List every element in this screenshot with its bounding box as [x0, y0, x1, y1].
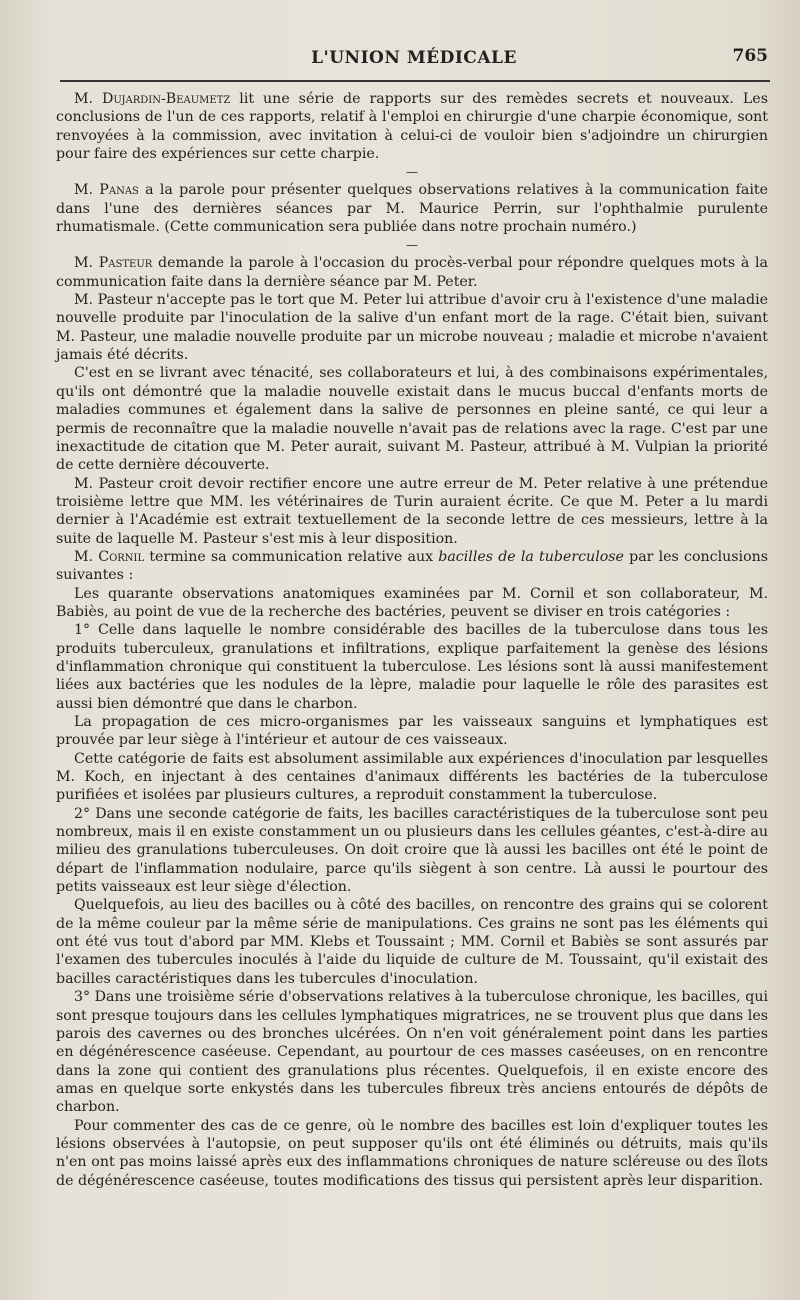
speaker-prefix: M.	[74, 91, 102, 107]
paragraph-text: lit une série de rapports sur des remèdes secrets et nouveaux. Les conclusions de l'un de ces rapports, relatif à l'emploi en chirurgie d'une charpie économique, sont renvoyées à la commission, avec invitation à celui-ci de vouloir bien s'adjoindre un chirurgien pour faire des expériences sur cette charpie.	[56, 91, 768, 163]
paragraph-panas	[56, 181, 768, 236]
section-separator: —	[406, 238, 418, 253]
speaker-name: Dujardin-Beaumetz	[102, 91, 231, 107]
speaker-prefix: M.	[74, 182, 100, 199]
paragraph-text: demande la parole à l'occasion du procès-verbal pour répondre quelques mots à la communication faite dans la dernière séance par M. Peter.	[56, 255, 769, 290]
page-number: 765	[732, 46, 768, 66]
paragraph-text: par les conclusions suivantes :	[56, 548, 769, 584]
paragraph: C'est en se livrant avec ténacité, ses collaborateurs et lui, à des combinaisons expérimentales, qu'ils ont démontré que la maladie nouvelle existait dans le mucus buccal d'enfants morts de maladies communes et également dans la salive de personnes en pleine santé, ce qui leur a permis de reconnaître que la maladie nouvelle n'avait pas de relations avec la rage. C'est par une inexactitude de citation que M. Peter aurait, suivant M. Pasteur, attribué à M. Vulpian la priorité de cette dernière découverte.	[56, 365, 768, 474]
paragraph: 3° Dans une troisième série d'observations relatives à la tuberculose chronique, les bacilles, qui sont presque toujours dans les cellules lymphatiques migratrices, ne se trouvent plus que dans les parois des cavernes ou des bronches ulcérées. On n'en voit généralement point dans les parties en dégénérescence caséeuse. Cependant, au pourtour de ces masses caséeuses, on en rencontre dans la zone qui contient des granulations plus récentes. Quelquefois, il en existe encore des amas en quelque sorte enkystés dans les tubercules fibreux très anciens entourés de dépôts de charbon.	[56, 989, 768, 1116]
paragraph: 2° Dans une seconde catégorie de faits, les bacilles caractéristiques de la tuberculose sont peu nombreux, mais il en existe constamment un ou plusieurs dans les cellules géantes, c'est-à-dire au milieu des granulations tuberculeuses. On doit croire que là aussi les bacilles ont été le point de départ de l'inflammation nodulaire, parce qu'ils siègent à son centre. Là aussi le pourtour des petits vaisseaux est leur siège d'élection.	[56, 805, 768, 896]
paragraph: 1° Celle dans laquelle le nombre considérable des bacilles de la tuberculose dans tous les produits tuberculeux, granulations et infiltrations, explique parfaitement la genèse des lésions d'inflammation chronique qui constituent la tuberculose. Les lésions sont là aussi manifestement liées aux bactéries que les nodules de la lèpre, maladie pour laquelle le rôle des parasites est aussi bien démontré que dans le charbon.	[56, 622, 768, 712]
running-title: L'UNION MÉDICALE	[311, 48, 517, 68]
paragraph-cornil	[56, 548, 768, 585]
paragraph-text: termine sa communication relative aux	[144, 548, 439, 565]
paragraph-pasteur	[56, 254, 768, 291]
speaker-name: Panas	[99, 182, 139, 199]
article-body	[56, 90, 768, 1190]
paragraph-dujardin	[56, 90, 768, 163]
italic-term: bacilles de la tuberculose	[438, 548, 624, 565]
paragraph: Cette catégorie de faits est absolument assimilable aux expériences d'inoculation par lesquelles M. Koch, en injectant à des centaines d'animaux différents les bactéries de la tuberculose purifiées et isolées par plusieurs cultures, a reproduit constamment la tuberculose.	[56, 750, 768, 804]
paragraph: Pour commenter des cas de ce genre, où le nombre des bacilles est loin d'expliquer toutes les lésions observées à l'autopsie, on peut supposer qu'ils ont été éliminés ou détruits, mais qu'ils n'en ont pas moins laissé après eux des inflammations chroniques de nature scléreuse ou des îlots de dégénérescence caséeuse, toutes modifications des tissus qui persistent après leur disparition.	[56, 1117, 768, 1189]
paragraph: Les quarante observations anatomiques examinées par M. Cornil et son collaborateur, M. Babiès, au point de vue de la recherche des bactéries, peuvent se diviser en trois catégories :	[56, 585, 768, 620]
section-separator: —	[406, 165, 418, 180]
paragraph-text: a la parole pour présenter quelques observations relatives à la communication faite dans l'une des dernières séances par M. Maurice Perrin, sur l'ophthalmie purulente rhumatismale. (Cette communication sera publiée dans notre prochain numéro.)	[56, 182, 768, 236]
paragraph: M. Pasteur croit devoir rectifier encore une autre erreur de M. Peter relative à une prétendue troisième lettre que MM. les vétérinaires de Turin auraient écrite. Ce que M. Peter a lu mardi dernier à l'Académie est extrait textuellement de la seconde lettre de ces messieurs, lettre à la suite de laquelle M. Pasteur s'est mis à leur disposition.	[56, 475, 768, 547]
page-header	[60, 44, 768, 78]
paragraph: M. Pasteur n'accepte pas le tort que M. Peter lui attribue d'avoir cru à l'existence d'une maladie nouvelle produite par l'inoculation de la salive d'un enfant mort de la rage. C'était bien, suivant M. Pasteur, une maladie nouvelle produite par un microbe nouveau ; maladie et microbe n'avaient jamais été décrits.	[56, 292, 768, 364]
speaker-name: Pasteur	[98, 255, 153, 272]
paragraph: Quelquefois, au lieu des bacilles ou à côté des bacilles, on rencontre des grains qui se colorent de la même couleur par la même série de manipulations. Ces grains ne sont pas les éléments qui ont été vus tout d'abord par MM. Klebs et Toussaint ; MM. Cornil et Babiès se sont assurés par l'examen des tubercules inoculés à l'aide du liquide de culture de M. Toussaint, qu'il existait des bacilles caractéristiques dans les tubercules d'inoculation.	[56, 897, 768, 987]
header-rule	[60, 80, 770, 82]
speaker-prefix: M.	[74, 548, 99, 565]
speaker-prefix: M.	[74, 255, 99, 272]
paragraph: La propagation de ces micro-organismes par les vaisseaux sanguins et lymphatiques est prouvée par leur siège à l'intérieur et autour de ces vaisseaux.	[56, 714, 768, 749]
speaker-name: Cornil	[98, 548, 145, 565]
